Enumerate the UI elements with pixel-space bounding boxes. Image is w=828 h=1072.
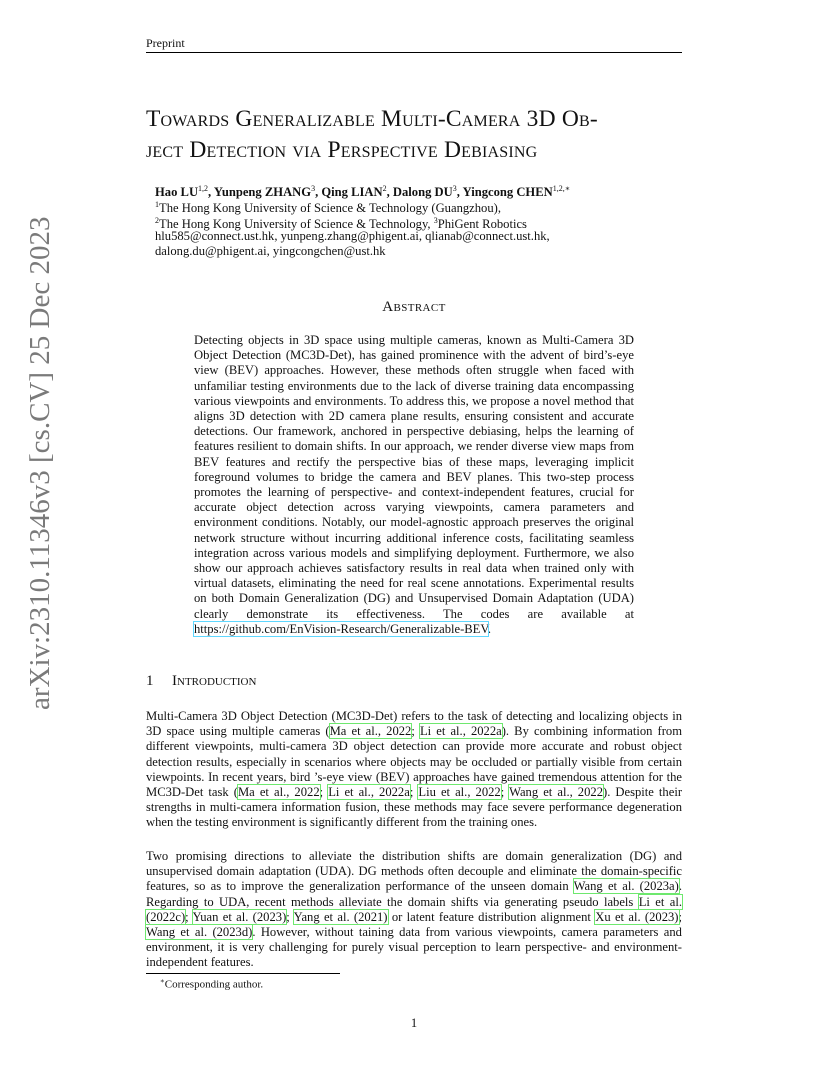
affil-text: The Hong Kong University of Science & Technology, xyxy=(159,217,434,232)
author-sup: 2 xyxy=(382,184,387,193)
email-line-1: hlu585@connect.ust.hk, yunpeng.zhang@phigent.ai, qlianab@connect.ust.hk, xyxy=(155,229,550,243)
abstract-body-text: Detecting objects in 3D space using multiple cameras, known as Multi-Camera 3D Object Detection (MC3D-Det), has gained prominence with the advent of bird’s-eye view (BEV) approaches. However, these methods often struggle when faced with unfamiliar testing environments due to the lack of diverse training data encompassing various viewpoints and environments. To address this, we propose a novel method that aligns 3D detection with 2D camera plane results, ensuring consistent and accurate detections. Our framework, anchored in perspective debiasing, helps the learning of features resilient to domain shifts. In our approach, we render diverse view maps from BEV features and rectify the perspective bias of these maps, leveraging implicit foreground volumes to bridge the camera and BEV planes. This two-step process promotes the learning of perspective- and context-independent features, crucial for accurate object detection across varying viewpoints, camera parameters and environment conditions. Notably, our model-agnostic approach preserves the original network structure without incurring additional inference costs, facilitating seamless integration across various models and simplifying deployment. Furthermore, we also show our approach achieves satisfactory results in real data when trained only with virtual datasets, eliminating the need for real scene annotations. Experimental results on both Domain Generalization (DG) and Unsupervised Domain Adaptation (UDA) clearly demonstrate its effectiveness. The codes are available at xyxy=(194,333,634,621)
citation-link[interactable]: Yang et al. (2021) xyxy=(293,909,388,924)
citation-link[interactable]: Ma et al., 2022 xyxy=(237,785,320,800)
para-text: ; xyxy=(319,785,329,800)
author-name: Hao LU xyxy=(155,185,199,200)
citation-link[interactable]: Wang et al., 2022 xyxy=(509,785,603,800)
arxiv-stamp: arXiv:2310.11346v3 [cs.CV] 25 Dec 2023 xyxy=(24,216,56,710)
para-text: ; xyxy=(286,909,294,924)
author-list: Hao LU$^{1,2}$, Yunpeng ZHANG$^3$, Qing LIAN$^2$, Dalong $DU^3$, Yingcong $CHEN^{1,2,∗}$ xyxy=(155,184,571,200)
affil-text: PhiGent Robotics xyxy=(437,217,527,232)
author-sup: 3 xyxy=(452,184,457,193)
paper-title xyxy=(146,104,682,166)
author-sup: 1,2,∗ xyxy=(552,184,571,193)
citation-link[interactable]: Wang et al. (2023d) xyxy=(146,925,253,940)
para-text: ; xyxy=(185,909,193,924)
footnote-mark: ∗ xyxy=(160,977,165,985)
para-text: ). By combining information from different viewpoints, multi-camera 3D object detection can provide more accurate and robust object detection results, especially in scenarios where objects may be occluded or partially visible from certain viewpoints. In recent years, bird ’s-eye view (BEV) approaches have gained tremendous attention for the MC3D-Det task ( xyxy=(146,724,682,800)
citation-link[interactable]: Ma et al., 2022 xyxy=(329,724,412,739)
citation-link[interactable]: Li et al., 2022a xyxy=(419,724,502,739)
code-link[interactable]: https://github.com/EnVision-Research/Generalizable-BEV xyxy=(194,621,488,636)
para-text: Two promising directions to alleviate the distribution shifts are domain generalization (DG) and unsupervised domain adaptation (UDA). DG methods often decouple and eliminate the domain-specific features, so as to improve the generalization performance of the unseen domain xyxy=(146,849,682,894)
footnote-text: Corresponding author. xyxy=(164,978,264,991)
para-text: Multi-Camera 3D Object Detection (MC3D-Det) refers to the task of detecting and localizing objects in 3D space using multiple cameras ( xyxy=(146,709,682,739)
title-line-1: Towards Generalizable Multi-Camera 3D Ob- xyxy=(146,106,598,132)
title-line-2: ject Detection via Perspective Debiasing xyxy=(146,137,538,163)
page-number: 1 xyxy=(410,1016,418,1030)
para-text: ; xyxy=(678,909,682,924)
author-name: Dalong DU xyxy=(392,185,453,200)
affil-sup: 3 xyxy=(433,216,438,225)
citation-link[interactable]: Liu et al., 2022 xyxy=(418,785,501,800)
intro-paragraph-2 xyxy=(146,849,682,971)
footnote-rule xyxy=(146,973,340,974)
abstract-heading: Abstract xyxy=(382,299,446,315)
para-text: ; xyxy=(411,724,420,739)
affil-sup: 2 xyxy=(155,216,159,225)
para-text: . Regarding to UDA, recent methods alleviate the domain shifts via generating pseudo labels xyxy=(146,879,682,909)
citation-link[interactable]: Xu et al. (2023) xyxy=(595,909,679,924)
intro-paragraph-1 xyxy=(146,709,682,831)
citation-link[interactable]: Wang et al. (2023a) xyxy=(573,879,679,894)
section-number: 1 xyxy=(146,673,154,689)
footnote xyxy=(160,977,263,991)
author-name: Qing LIAN xyxy=(321,185,383,200)
abstract-end: . xyxy=(487,621,491,636)
author-sup: 1,2 xyxy=(198,184,209,193)
para-text: ). Despite their strengths in multi-camera information fusion, these methods may face severe performance degeneration when the testing environment is significantly different from the training ones. xyxy=(146,785,683,830)
header-rule xyxy=(146,52,682,53)
affil-text: The Hong Kong University of Science & Technology (Guangzhou), xyxy=(159,201,501,216)
para-text: ; xyxy=(500,785,510,800)
author-name: Yingcong CHEN xyxy=(462,185,553,200)
para-text: or latent feature distribution alignment xyxy=(387,909,596,924)
para-text: ; xyxy=(409,785,419,800)
section-heading xyxy=(146,673,256,690)
author-sup: 3 xyxy=(311,184,316,193)
citation-link[interactable]: Yuan et al. (2023) xyxy=(192,909,287,924)
running-header: Preprint xyxy=(146,36,185,50)
citation-link[interactable]: Li et al. (2022c) xyxy=(146,894,682,924)
abstract-text xyxy=(194,333,634,637)
citation-link[interactable]: Li et al., 2022a xyxy=(328,785,410,800)
email-line-2: dalong.du@phigent.ai, yingcongchen@ust.hk xyxy=(155,244,386,258)
author-name: Yunpeng ZHANG xyxy=(213,185,312,200)
affil-sup: 1 xyxy=(155,200,159,209)
section-title: Introduction xyxy=(172,673,257,689)
para-text: . However, without taining data from various viewpoints, camera parameters and environment, it is very challenging for purely visual perception to learn perspective- and environment-independent features. xyxy=(146,925,682,970)
